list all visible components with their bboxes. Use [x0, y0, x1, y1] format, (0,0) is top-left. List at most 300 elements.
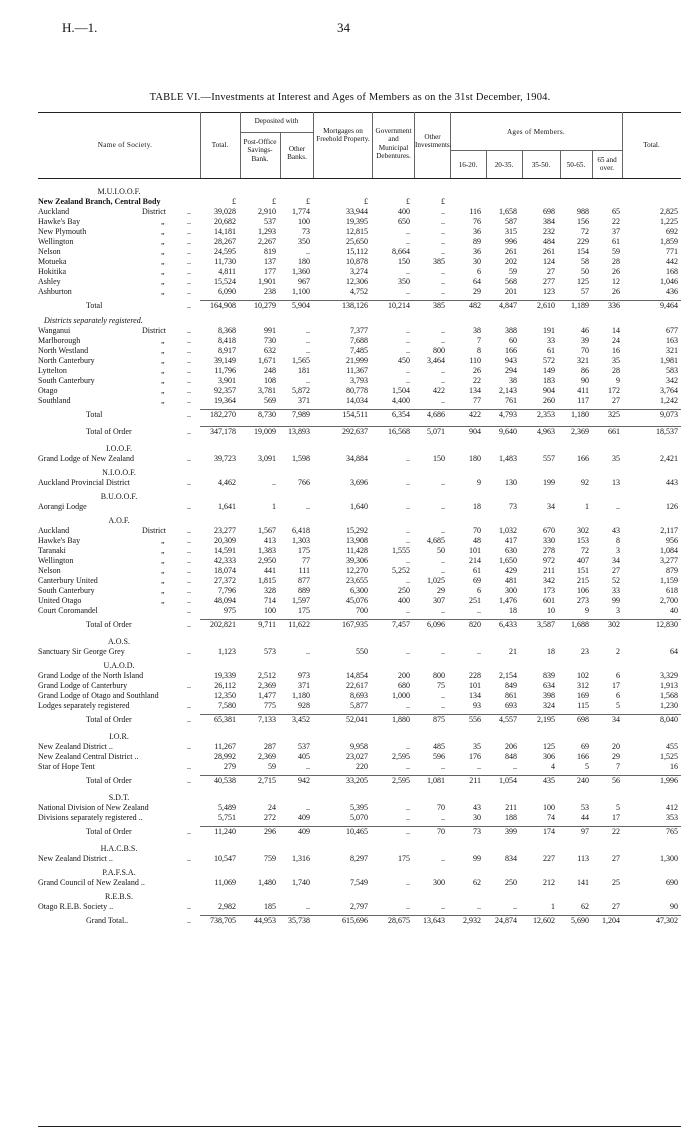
cell-age-35-50: 384 — [543, 217, 555, 226]
cell-other-banks: 942 — [298, 776, 310, 785]
table-row — [38, 566, 681, 576]
cell-other-banks: 111 — [298, 566, 310, 575]
cell-age-35-50: 3,587 — [537, 620, 555, 629]
cell-age-65-over: 20 — [612, 742, 620, 751]
district-marker: „ — [161, 227, 165, 236]
cell-age-50-65: 115 — [577, 701, 589, 710]
leader-dots: .. — [187, 546, 191, 555]
cell-age-35-50: 572 — [543, 356, 555, 365]
cell-age-16-20: 134 — [469, 691, 481, 700]
cell-age-20-35: 2,154 — [499, 671, 517, 680]
society-name: Star of Hope Tent — [38, 762, 95, 771]
header-top-rule — [38, 112, 681, 113]
cell-total: 975 — [224, 606, 236, 615]
cell-mortgages: 5,070 — [350, 813, 368, 822]
cell-mortgages: 11,367 — [346, 366, 368, 375]
cell-other-banks: .. — [306, 336, 310, 345]
cell-post-office: 3,781 — [258, 386, 276, 395]
cell-post-office: 1,815 — [258, 576, 276, 585]
cell-mortgages: 25,650 — [346, 237, 368, 246]
cell-age-16-20: 36 — [473, 227, 481, 236]
cell-total: 10,547 — [214, 854, 236, 863]
society-name: Lyttelton — [38, 366, 67, 375]
cell-age-65-over: 35 — [612, 356, 620, 365]
cell-age-50-65: 321 — [577, 356, 589, 365]
cell-age-65-over: 9 — [616, 376, 620, 385]
cell-ages-total: 618 — [666, 586, 678, 595]
cell-other-investments: 596 — [433, 752, 445, 761]
society-name: South Canterbury — [38, 376, 95, 385]
cell-age-65-over: 27 — [612, 854, 620, 863]
cell-other-banks: 175 — [298, 606, 310, 615]
col-group-ages-of-members: Ages of Members. — [506, 128, 566, 136]
cell-age-50-65: 106 — [577, 586, 589, 595]
table-row — [38, 586, 681, 596]
cell-age-65-over: 34 — [612, 715, 620, 724]
cell-other-banks: 537 — [298, 742, 310, 751]
cell-age-35-50: 1 — [551, 902, 555, 911]
cell-mortgages: 154,511 — [342, 410, 368, 419]
cell-total: 2,982 — [218, 902, 236, 911]
society-name: New Zealand Central District .. — [38, 752, 139, 761]
cell-ages-total: 1,242 — [660, 396, 678, 405]
cell-government: 680 — [398, 681, 410, 690]
cell-age-20-35: 834 — [505, 854, 517, 863]
cell-age-20-35: 60 — [509, 336, 517, 345]
cell-age-20-35: 4,557 — [499, 715, 517, 724]
cell-age-35-50: 839 — [543, 671, 555, 680]
leader-dots: .. — [187, 301, 191, 310]
district-marker: „ — [161, 556, 165, 565]
cell-age-35-50: 33 — [547, 336, 555, 345]
cell-age-20-35: 1,658 — [499, 207, 517, 216]
cell-other-banks: 1,597 — [292, 596, 310, 605]
cell-government: 400 — [398, 207, 410, 216]
cell-post-office: 991 — [264, 326, 276, 335]
cell-post-office: 137 — [264, 257, 276, 266]
cell-other-investments: .. — [441, 277, 445, 286]
cell-other-investments: .. — [441, 217, 445, 226]
cell-other-investments: .. — [441, 207, 445, 216]
cell-ages-total: 1,225 — [660, 217, 678, 226]
cell-age-50-65: 141 — [577, 878, 589, 887]
cell-age-65-over: 34 — [612, 556, 620, 565]
cell-age-20-35: 261 — [505, 247, 517, 256]
table-row — [38, 237, 681, 247]
cell-post-office: £ — [272, 197, 276, 206]
total-label: Total of Order — [86, 715, 132, 724]
cell-age-20-35: 587 — [505, 217, 517, 226]
cell-age-16-20: .. — [477, 902, 481, 911]
society-name: Marlborough — [38, 336, 81, 345]
cell-age-50-65: 229 — [577, 237, 589, 246]
cell-post-office: 328 — [264, 586, 276, 595]
cell-age-65-over: 16 — [612, 346, 620, 355]
cell-other-investments: 6,096 — [427, 620, 445, 629]
cell-mortgages: 14,034 — [346, 396, 368, 405]
cell-age-20-35: 24,874 — [495, 916, 517, 925]
cell-ages-total: 8,040 — [660, 715, 678, 724]
cell-age-65-over: 8 — [616, 536, 620, 545]
total-rule — [200, 915, 681, 916]
cell-total: 182,270 — [210, 410, 236, 419]
leader-dots: .. — [187, 257, 191, 266]
col-government: Government and Municipal Debentures. — [375, 127, 412, 160]
cell-age-20-35: 1,650 — [499, 556, 517, 565]
cell-other-banks: .. — [306, 902, 310, 911]
society-name: Auckland — [38, 207, 70, 216]
leader-dots: .. — [187, 326, 191, 335]
cell-ages-total: 3,329 — [660, 671, 678, 680]
cell-age-35-50: 34 — [547, 502, 555, 511]
leader-dots: .. — [187, 620, 191, 629]
cell-age-20-35: 73 — [509, 502, 517, 511]
cell-other-banks: £ — [306, 197, 310, 206]
leader-dots: .. — [187, 762, 191, 771]
society-name: Sanctuary Sir George Grey — [38, 647, 125, 656]
cell-age-65-over: 3 — [616, 546, 620, 555]
leader-dots: .. — [187, 576, 191, 585]
cell-age-16-20: 482 — [469, 301, 481, 310]
cell-government: .. — [406, 366, 410, 375]
cell-other-investments: 422 — [433, 386, 445, 395]
cell-ages-total: 12,830 — [656, 620, 678, 629]
cell-government: 250 — [398, 586, 410, 595]
cell-age-16-20: 904 — [469, 427, 481, 436]
cell-mortgages: 39,306 — [346, 556, 368, 565]
cell-age-35-50: 557 — [543, 454, 555, 463]
leader-dots: .. — [187, 536, 191, 545]
cell-post-office: 2,512 — [258, 671, 276, 680]
leader-dots: .. — [187, 596, 191, 605]
cell-post-office: 272 — [264, 813, 276, 822]
society-name: Grand Lodge of New Zealand — [38, 454, 134, 463]
cell-other-investments: £ — [441, 197, 445, 206]
table-row — [38, 647, 681, 657]
cell-age-20-35: .. — [513, 762, 517, 771]
cell-government: 400 — [398, 596, 410, 605]
cell-post-office: 108 — [264, 376, 276, 385]
table-row — [38, 556, 681, 566]
cell-age-20-35: 429 — [505, 566, 517, 575]
cell-ages-total: 1,046 — [660, 277, 678, 286]
cell-government: .. — [406, 478, 410, 487]
cell-age-65-over: 26 — [612, 287, 620, 296]
cell-age-50-65: 156 — [577, 217, 589, 226]
document-code: H.—1. — [62, 20, 98, 35]
cell-age-20-35: 6,433 — [499, 620, 517, 629]
table-row — [38, 386, 681, 396]
cell-ages-total: 436 — [666, 287, 678, 296]
cell-age-16-20: 43 — [473, 803, 481, 812]
cell-age-50-65: 407 — [577, 556, 589, 565]
leader-dots: .. — [187, 336, 191, 345]
cell-total: 20,309 — [214, 536, 236, 545]
cell-age-16-20: 214 — [469, 556, 481, 565]
cell-other-banks: 928 — [298, 701, 310, 710]
district-marker: „ — [161, 257, 165, 266]
cell-other-investments: .. — [441, 396, 445, 405]
society-name: S.D.T. — [108, 793, 130, 802]
cell-age-50-65: 53 — [581, 803, 589, 812]
total-label: Total — [86, 301, 103, 310]
district-marker: District — [142, 526, 166, 535]
cell-other-investments: .. — [441, 902, 445, 911]
cell-age-20-35: 761 — [505, 396, 517, 405]
cell-other-banks: 1,565 — [292, 356, 310, 365]
cell-age-65-over: 28 — [612, 257, 620, 266]
table-title: TABLE VI.—Investments at Interest and Ages of Members as on the 31st December, 1904. — [149, 92, 551, 103]
society-name: Nelson — [38, 247, 61, 256]
cell-post-office: 2,369 — [258, 681, 276, 690]
cell-government: .. — [406, 454, 410, 463]
cell-government: 7,457 — [392, 620, 410, 629]
cell-ages-total: 2,825 — [660, 207, 678, 216]
cell-age-16-20: 820 — [469, 620, 481, 629]
col-other-investments: Other Investments. — [415, 133, 452, 150]
cell-age-35-50: 435 — [543, 776, 555, 785]
cell-age-50-65: 72 — [581, 227, 589, 236]
cell-age-20-35: 59 — [509, 267, 517, 276]
cell-other-banks: 371 — [298, 681, 310, 690]
cell-post-office: 2,267 — [258, 237, 276, 246]
cell-age-16-20: 38 — [473, 326, 481, 335]
cell-total: 5,489 — [218, 803, 236, 812]
leader-dots: .. — [187, 356, 191, 365]
cell-mortgages: 34,884 — [346, 454, 368, 463]
cell-total: 14,591 — [214, 546, 236, 555]
leader-dots: .. — [187, 346, 191, 355]
cell-age-20-35: 130 — [505, 478, 517, 487]
cell-age-20-35: 1,476 — [499, 596, 517, 605]
cell-age-20-35: 250 — [505, 878, 517, 887]
society-name: Grand Council of New Zealand .. — [38, 878, 145, 887]
cell-mortgages: 3,274 — [350, 267, 368, 276]
cell-post-office: 714 — [264, 596, 276, 605]
cell-other-banks: .. — [306, 247, 310, 256]
cell-post-office: 537 — [264, 217, 276, 226]
cell-post-office: 185 — [264, 902, 276, 911]
cell-mortgages: 2,797 — [350, 902, 368, 911]
cell-ages-total: 771 — [666, 247, 678, 256]
cell-age-35-50: 149 — [543, 366, 555, 375]
cell-other-banks: 6,418 — [292, 526, 310, 535]
cell-age-35-50: 124 — [543, 257, 555, 266]
cell-age-50-65: 169 — [577, 691, 589, 700]
cell-age-16-20: .. — [477, 606, 481, 615]
cell-age-20-35: 202 — [505, 257, 517, 266]
cell-post-office: 819 — [264, 247, 276, 256]
cell-age-16-20: 61 — [473, 566, 481, 575]
cell-age-65-over: 12 — [612, 277, 620, 286]
cell-government: .. — [406, 336, 410, 345]
cell-other-banks: 405 — [298, 752, 310, 761]
cell-government: 350 — [398, 277, 410, 286]
society-name: A.O.F. — [108, 516, 130, 525]
leader-dots: .. — [187, 287, 191, 296]
cell-ages-total: 583 — [666, 366, 678, 375]
cell-age-35-50: 173 — [543, 586, 555, 595]
cell-age-35-50: 211 — [543, 566, 555, 575]
total-rule — [200, 300, 681, 301]
table-row — [38, 878, 681, 888]
cell-age-16-20: 89 — [473, 237, 481, 246]
total-row — [38, 620, 681, 630]
society-heading — [38, 732, 681, 742]
table-row — [38, 596, 681, 606]
cell-age-16-20: 7 — [477, 336, 481, 345]
cell-age-65-over: 17 — [612, 813, 620, 822]
cell-age-20-35: 201 — [505, 287, 517, 296]
cell-post-office: 100 — [264, 606, 276, 615]
cell-other-investments: .. — [441, 556, 445, 565]
cell-mortgages: 3,793 — [350, 376, 368, 385]
district-marker: „ — [161, 396, 165, 405]
cell-post-office: 1 — [272, 502, 276, 511]
cell-age-20-35: 568 — [505, 277, 517, 286]
cell-total: 347,178 — [210, 427, 236, 436]
cell-mortgages: 5,877 — [350, 701, 368, 710]
cell-mortgages: 700 — [356, 606, 368, 615]
total-rule — [200, 775, 681, 776]
total-rule — [200, 426, 681, 427]
cell-other-investments: 1,025 — [427, 576, 445, 585]
cell-post-office: 7,133 — [258, 715, 276, 724]
cell-other-banks: 35,738 — [288, 916, 310, 925]
cell-ages-total: 690 — [666, 878, 678, 887]
cell-age-35-50: 61 — [547, 346, 555, 355]
cell-mortgages: 33,944 — [346, 207, 368, 216]
cell-age-16-20: 6 — [477, 267, 481, 276]
table-row — [38, 526, 681, 536]
leader-dots: .. — [187, 776, 191, 785]
district-marker: „ — [161, 596, 165, 605]
cell-ages-total: 1,084 — [660, 546, 678, 555]
cell-post-office: 248 — [264, 366, 276, 375]
cell-other-investments: 385 — [433, 257, 445, 266]
cell-other-banks: 409 — [298, 827, 310, 836]
society-name: North Westland — [38, 346, 89, 355]
total-row — [38, 715, 681, 725]
cell-age-35-50: 212 — [543, 878, 555, 887]
cell-total: 48,094 — [214, 596, 236, 605]
table-row — [38, 247, 681, 257]
cell-total: 5,751 — [218, 813, 236, 822]
cell-post-office: 44,953 — [254, 916, 276, 925]
cell-mortgages: 3,696 — [350, 478, 368, 487]
cell-mortgages: 8,297 — [350, 854, 368, 863]
cell-age-20-35: 9,640 — [499, 427, 517, 436]
cell-age-65-over: 2 — [616, 647, 620, 656]
cell-government: .. — [406, 827, 410, 836]
cell-age-65-over: 56 — [612, 776, 620, 785]
society-heading — [38, 516, 681, 526]
table-row — [38, 376, 681, 386]
cell-total: 6,090 — [218, 287, 236, 296]
cell-other-banks: 77 — [302, 556, 310, 565]
cell-ages-total: 1,913 — [660, 681, 678, 690]
cell-age-65-over: 99 — [612, 596, 620, 605]
cell-age-35-50: 261 — [543, 247, 555, 256]
table-row — [38, 803, 681, 813]
cell-other-banks: 13,893 — [288, 427, 310, 436]
cell-age-50-65: 240 — [577, 776, 589, 785]
cell-other-investments: 875 — [433, 715, 445, 724]
cell-total: 11,240 — [214, 827, 236, 836]
cell-government: .. — [406, 742, 410, 751]
cell-government: .. — [406, 237, 410, 246]
cell-ages-total: 3,764 — [660, 386, 678, 395]
cell-other-banks: 100 — [298, 217, 310, 226]
table-row — [38, 762, 681, 772]
cell-age-35-50: 330 — [543, 536, 555, 545]
cell-other-investments: .. — [441, 701, 445, 710]
leader-dots: .. — [187, 526, 191, 535]
cell-age-50-65: 57 — [581, 287, 589, 296]
cell-ages-total: 2,421 — [660, 454, 678, 463]
cell-age-16-20: 134 — [469, 386, 481, 395]
cell-other-investments: .. — [441, 237, 445, 246]
district-marker: District — [142, 326, 166, 335]
cell-other-investments: .. — [441, 526, 445, 535]
cell-post-office: 238 — [264, 287, 276, 296]
cell-other-investments: .. — [441, 376, 445, 385]
cell-total: 8,418 — [218, 336, 236, 345]
cell-other-banks: 1,100 — [292, 287, 310, 296]
cell-age-50-65: 411 — [577, 386, 589, 395]
society-name: South Canterbury — [38, 586, 95, 595]
col-mortgages: Mortgages on Freehold Property. — [316, 127, 370, 144]
district-marker: „ — [161, 217, 165, 226]
cell-ages-total: 1,568 — [660, 691, 678, 700]
cell-age-50-65: 50 — [581, 267, 589, 276]
cell-ages-total: 879 — [666, 566, 678, 575]
society-name: P.A.F.S.A. — [102, 868, 136, 877]
district-marker: „ — [161, 237, 165, 246]
total-row — [38, 916, 681, 926]
cell-other-investments: .. — [441, 647, 445, 656]
cell-ages-total: 956 — [666, 536, 678, 545]
society-name: Wanganui — [38, 326, 71, 335]
society-name: R.E.B.S. — [104, 892, 133, 901]
table-row — [38, 217, 681, 227]
cell-post-office: 1,480 — [258, 878, 276, 887]
cell-post-office: 1,293 — [258, 227, 276, 236]
cell-age-16-20: 22 — [473, 376, 481, 385]
cell-government: .. — [406, 556, 410, 565]
cell-government: 450 — [398, 356, 410, 365]
leader-dots: .. — [187, 556, 191, 565]
cell-total: 92,357 — [214, 386, 236, 395]
cell-mortgages: 45,076 — [346, 596, 368, 605]
society-heading — [38, 187, 681, 197]
leader-dots: .. — [187, 376, 191, 385]
cell-post-office: 573 — [264, 647, 276, 656]
cell-other-investments: .. — [441, 854, 445, 863]
table-bottom-rule — [38, 1126, 681, 1127]
cell-age-16-20: 73 — [473, 827, 481, 836]
cell-age-20-35: 2,143 — [499, 386, 517, 395]
cell-government: .. — [406, 606, 410, 615]
cell-age-35-50: 277 — [543, 277, 555, 286]
cell-government: .. — [406, 803, 410, 812]
cell-other-investments: .. — [441, 366, 445, 375]
cell-government: 1,555 — [392, 546, 410, 555]
leader-dots: .. — [187, 606, 191, 615]
cell-ages-total: 765 — [666, 827, 678, 836]
society-name: New Plymouth — [38, 227, 87, 236]
cell-age-16-20: 99 — [473, 854, 481, 863]
